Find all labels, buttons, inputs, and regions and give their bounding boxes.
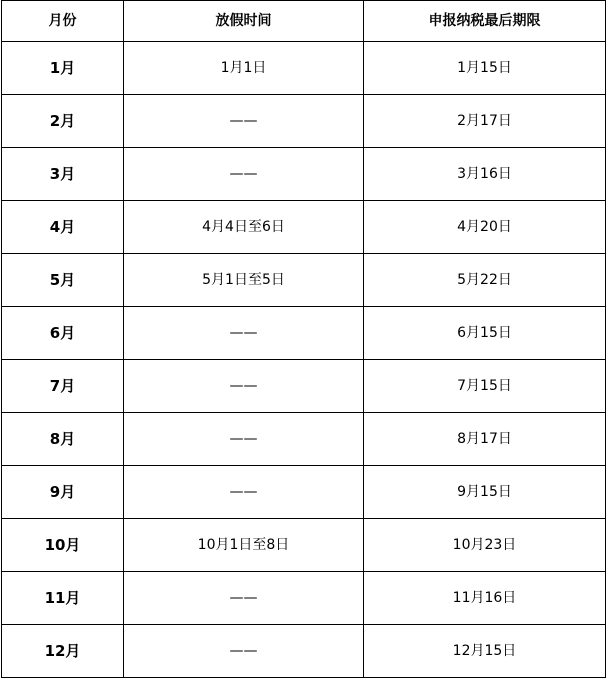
- holiday-cell: ——: [124, 625, 364, 678]
- holiday-cell: ——: [124, 148, 364, 201]
- table-row: [2, 148, 606, 201]
- header-month: 月份: [2, 1, 124, 42]
- month-cell: 9月: [2, 466, 124, 519]
- deadline-cell: 9月15日: [364, 466, 606, 519]
- deadline-cell: 12月15日: [364, 625, 606, 678]
- table-header-row: [2, 1, 606, 42]
- holiday-cell: ——: [124, 95, 364, 148]
- month-cell: 8月: [2, 413, 124, 466]
- holiday-cell: ——: [124, 572, 364, 625]
- deadline-cell: 2月17日: [364, 95, 606, 148]
- table-row: [2, 625, 606, 678]
- holiday-cell: ——: [124, 413, 364, 466]
- table-row: [2, 519, 606, 572]
- deadline-cell: 6月15日: [364, 307, 606, 360]
- table-row: [2, 572, 606, 625]
- deadline-cell: 8月17日: [364, 413, 606, 466]
- month-cell: 1月: [2, 42, 124, 95]
- table-row: [2, 413, 606, 466]
- deadline-cell: 5月22日: [364, 254, 606, 307]
- deadline-cell: 1月15日: [364, 42, 606, 95]
- deadline-cell: 3月16日: [364, 148, 606, 201]
- deadline-cell: 10月23日: [364, 519, 606, 572]
- header-holiday: 放假时间: [124, 1, 364, 42]
- month-cell: 5月: [2, 254, 124, 307]
- table-row: [2, 307, 606, 360]
- header-deadline: 申报纳税最后期限: [364, 1, 606, 42]
- month-cell: 10月: [2, 519, 124, 572]
- holiday-cell: ——: [124, 466, 364, 519]
- holiday-cell: 5月1日至5日: [124, 254, 364, 307]
- month-cell: 12月: [2, 625, 124, 678]
- holiday-cell: ——: [124, 307, 364, 360]
- month-cell: 7月: [2, 360, 124, 413]
- table-row: [2, 254, 606, 307]
- table-row: [2, 201, 606, 254]
- deadline-cell: 4月20日: [364, 201, 606, 254]
- table-row: [2, 42, 606, 95]
- holiday-cell: 1月1日: [124, 42, 364, 95]
- holiday-cell: 4月4日至6日: [124, 201, 364, 254]
- table-row: [2, 95, 606, 148]
- month-cell: 3月: [2, 148, 124, 201]
- holiday-cell: 10月1日至8日: [124, 519, 364, 572]
- tax-deadline-table: [1, 0, 606, 678]
- deadline-cell: 11月16日: [364, 572, 606, 625]
- deadline-cell: 7月15日: [364, 360, 606, 413]
- month-cell: 4月: [2, 201, 124, 254]
- table-row: [2, 360, 606, 413]
- month-cell: 11月: [2, 572, 124, 625]
- table-row: [2, 466, 606, 519]
- month-cell: 6月: [2, 307, 124, 360]
- holiday-cell: ——: [124, 360, 364, 413]
- month-cell: 2月: [2, 95, 124, 148]
